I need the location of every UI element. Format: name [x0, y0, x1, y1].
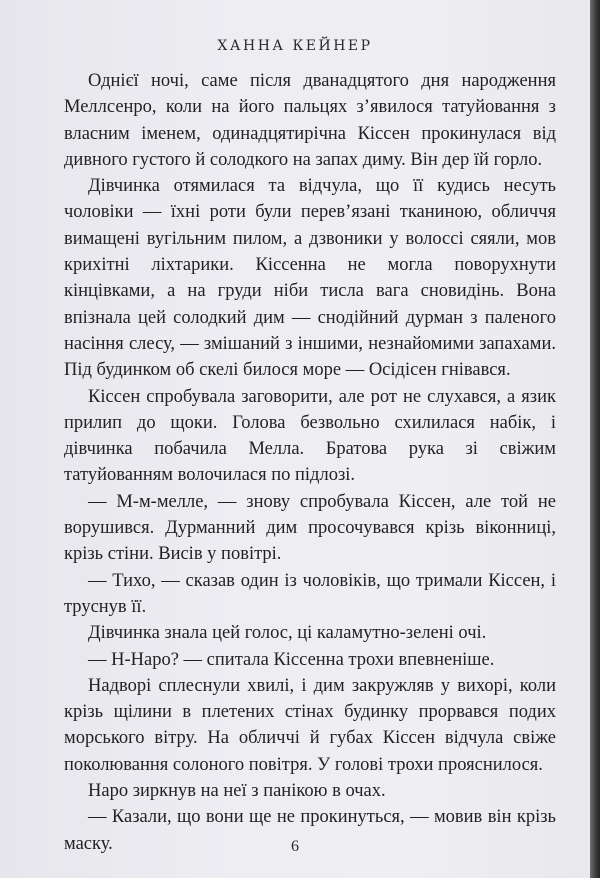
paragraph: — М-м-мелле, — знову спробувала Кіссен, але той не ворушився. Дурманний дим просочувався крізь віконниці, крізь стіни. Висів у повітрі.	[64, 491, 556, 565]
page-edge-shadow	[590, 0, 600, 878]
body-text	[64, 68, 556, 857]
paragraph: Дівчинка знала цей голос, ці каламутно-зелені очі.	[88, 623, 487, 644]
paragraph: Дівчинка отямилася та відчула, що її кудись несуть чоловіки — їхні роти були перев’язані тканиною, обличчя вимащені вугільним пилом, а дзвоники у волоссі сяяли, мов крихітні ліхтарики. Кіссенна не могла поворухнути кінцівками, а на груди ніби тисла вага сновидінь. Вона впізнала цей солодкий дим — снодійний дурман з паленого насіння слесу, — змішаний з іншими, незнайомими запахами. Під будинком об скелі билося море — Осідісен гнівався.	[64, 176, 556, 381]
paragraph: Наро зиркнув на неї з панікою в очах.	[88, 781, 386, 802]
running-head: ХАННА КЕЙНЕР	[217, 38, 373, 54]
paragraph: — Н-Наро? — спитала Кіссенна трохи впевненіше.	[88, 649, 495, 670]
paragraph: Надворі сплеснули хвилі, і дим закружляв у вихорі, коли крізь щілини в плетених стінах будинку прорвався подих морського вітру. На обличчі й губах Кіссен відчула свіже поколювання солоного повітря. У голові трохи прояснилося.	[64, 675, 556, 775]
paragraph: — Тихо, — сказав один із чоловіків, що тримали Кіссен, і труснув її.	[64, 570, 556, 617]
page-number: 6	[291, 838, 299, 855]
paragraph: Кіссен спробувала заговорити, але рот не слухався, а язик прилип до щоки. Голова безвольно схилилася набік, і дівчинка побачила Мелла. Братова рука зі свіжим татуйованням волочилася по підлозі.	[64, 386, 556, 486]
paragraph: Однієї ночі, саме після дванадцятого дня народження Меллсенро, коли на його пальцях з’явилося татуйовання з власним іменем, одинадцятирічна Кіссен прокинулася від дивного густого й солодкого на запах диму. Він дер їй горло.	[64, 71, 556, 170]
paragraph: — Казали, що вони ще не прокинуться, — мовив він крізь маску.	[64, 807, 556, 854]
